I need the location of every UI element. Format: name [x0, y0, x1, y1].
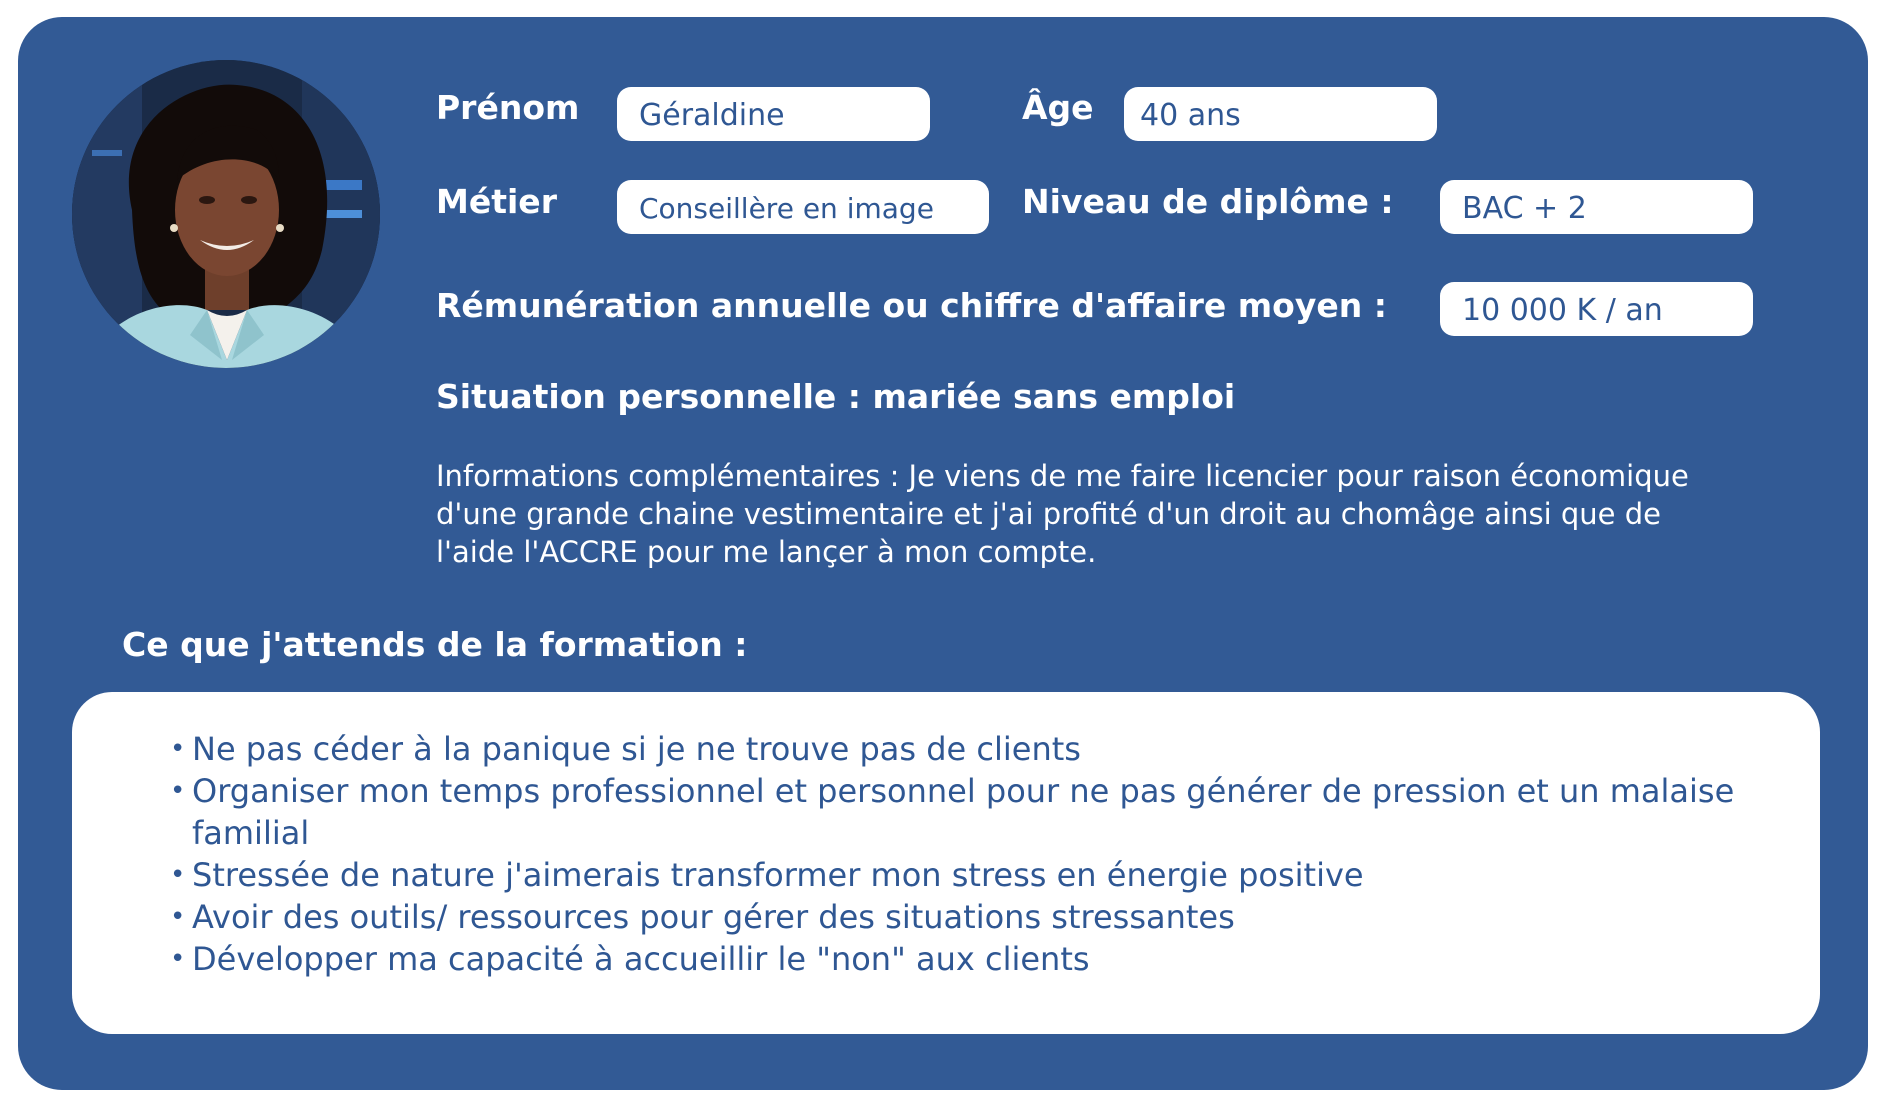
expectations-title: Ce que j'attends de la formation : [122, 625, 748, 664]
metier-field: Conseillère en image [617, 180, 989, 234]
bullet-icon: • [170, 902, 186, 932]
metier-label: Métier [436, 182, 557, 221]
bullet-icon: • [170, 860, 186, 890]
list-item: • Stressée de nature j'aimerais transformer mon stress en énergie positive [170, 856, 1364, 894]
bullet-icon: • [170, 944, 186, 974]
situation-text: Situation personnelle : mariée sans emploi [436, 377, 1236, 416]
diplome-label: Niveau de diplôme : [1022, 182, 1394, 221]
list-item: • Ne pas céder à la panique si je ne trouve pas de clients [170, 730, 1081, 768]
list-item: • Développer ma capacité à accueillir le "non" aux clients [170, 940, 1090, 978]
expectations-list [72, 692, 1820, 980]
age-label: Âge [1022, 88, 1094, 127]
prenom-label: Prénom [436, 88, 580, 127]
informations-complementaires: Informations complémentaires : Je viens de me faire licencier pour raison économique d'une grande chaine vestimentaire et j'ai profité d'un droit au chomâge ainsi que de l'aide l'ACCRE pour me lançer à mon compte. [436, 459, 1689, 569]
profile-photo [72, 60, 380, 368]
bullet-icon: • [170, 734, 186, 764]
age-field: 40 ans [1124, 87, 1437, 141]
remuneration-field: 10 000 K / an [1440, 282, 1753, 336]
list-item: • Avoir des outils/ ressources pour gérer des situations stressantes [170, 898, 1235, 936]
list-item: • Organiser mon temps professionnel et personnel pour ne pas générer de pression et un malaise familial [170, 772, 1735, 852]
diplome-field: BAC + 2 [1440, 180, 1753, 234]
remuneration-label: Rémunération annuelle ou chiffre d'affaire moyen : [436, 286, 1387, 325]
bullet-icon: • [170, 776, 186, 806]
prenom-field: Géraldine [617, 87, 930, 141]
expectations-box [72, 692, 1820, 1034]
